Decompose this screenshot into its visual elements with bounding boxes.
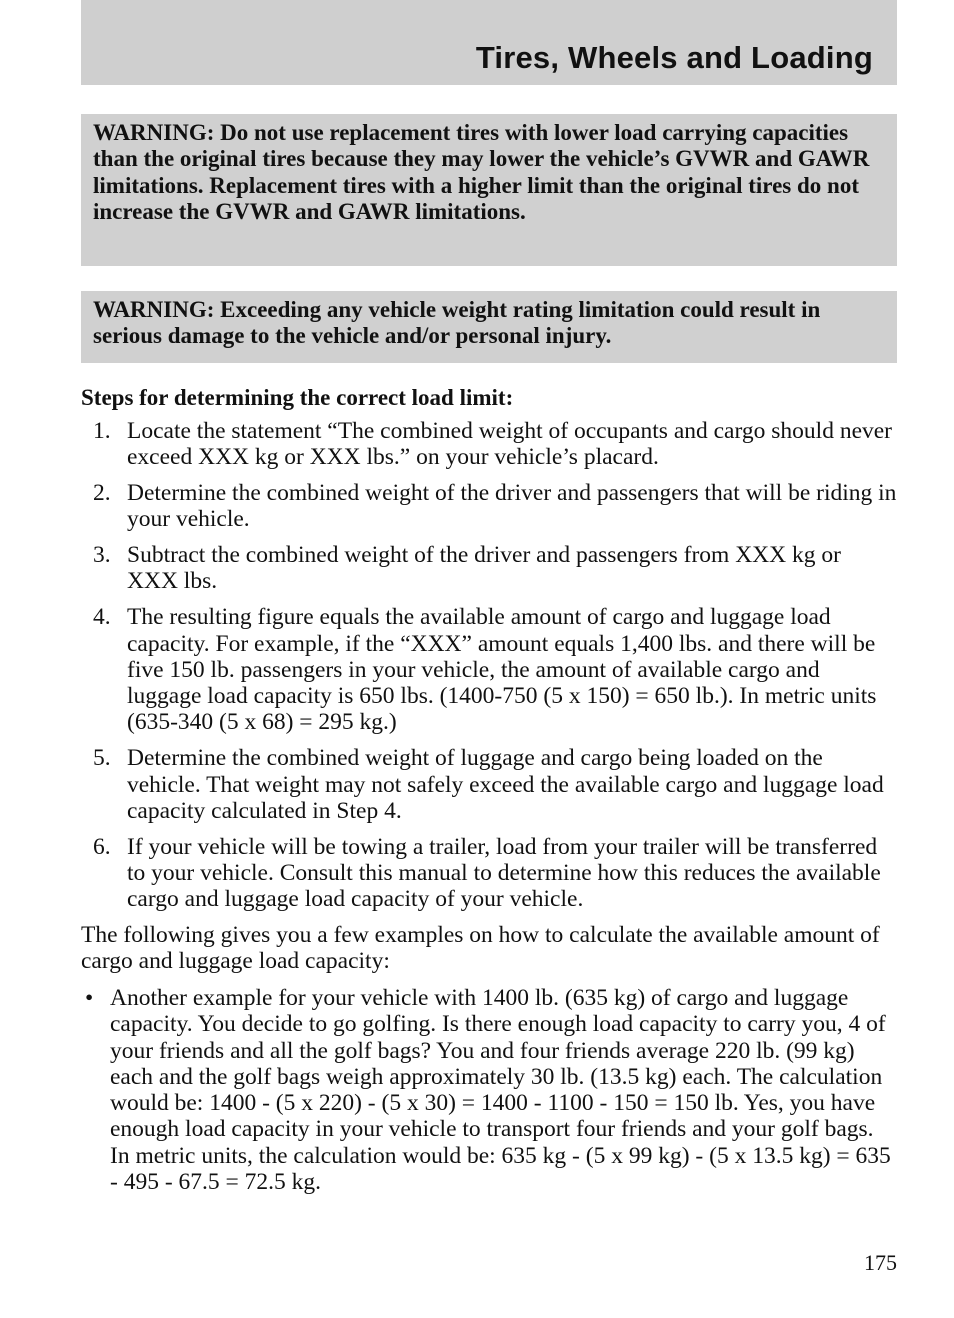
step-text: Subtract the combined weight of the driver and passengers from XXX kg or XXX lbs. <box>127 542 841 595</box>
steps-list <box>81 418 897 922</box>
step-text: The resulting figure equals the available amount of cargo and luggage load capacity. For example, if the “XXX” amount equals 1,400 lbs. and there will be five 150 lb. passengers in your vehicle, the amount of available cargo and luggage load capacity is 650 lbs. (1400-750 (5 x 150) = 650 lb.). In metric units (635-340 (5 x 68) = 295 kg.) <box>127 604 877 736</box>
section-header <box>81 0 897 85</box>
warning-box-weight-rating <box>81 291 897 363</box>
examples-intro-paragraph: The following gives you a few examples on how to calculate the available amount of cargo and luggage load capacity: <box>81 922 880 975</box>
bullet-text: Another example for your vehicle with 1400 lb. (635 kg) of cargo and luggage capacity. You decide to go golfing. Is there enough load capacity to carry you, 4 of your friends and all the golf bags? You and four friends average 220 lb. (99 kg) each and the golf bags weigh approximately 30 lb. (13.5 kg) each. The calculation would be: 1400 - (5 x 220) - (5 x 30) = 1400 - 1100 - 150 = 150 lb. Yes, you have enough load capacity in your vehicle to transport four friends and your golf bags. In metric units, the calculation would be: 635 kg - (5 x 99 kg) - (5 x 13.5 kg) = 635 - 495 - 67.5 = 72.5 kg. <box>110 985 891 1196</box>
step-item <box>81 542 897 595</box>
step-number: 6. <box>93 833 111 860</box>
step-item <box>81 418 897 471</box>
step-item <box>81 480 897 533</box>
step-item <box>81 604 897 735</box>
step-number: 4. <box>93 604 111 631</box>
step-number: 5. <box>93 745 111 772</box>
steps-heading: Steps for determining the correct load limit: <box>81 385 514 410</box>
step-item <box>81 834 897 913</box>
step-text: Determine the combined weight of luggage and cargo being loaded on the vehicle. That weight may not safely exceed the available cargo and luggage load capacity calculated in Step 4. <box>127 745 884 824</box>
page-number: 175 <box>864 1250 897 1275</box>
example-bullet-item <box>81 985 897 1195</box>
warning-text: WARNING: Exceeding any vehicle weight rating limitation could result in serious damage to the vehicle and/or personal injury. <box>93 297 821 349</box>
step-number: 1. <box>93 418 111 444</box>
step-text: If your vehicle will be towing a trailer, load from your trailer will be transferred to your vehicle. Consult this manual to determine how this reduces the available cargo and luggage load capacity of your vehicle. <box>127 833 881 913</box>
step-number: 3. <box>93 542 111 569</box>
step-text: Determine the combined weight of the driver and passengers that will be riding in your vehicle. <box>127 480 897 533</box>
bullet-icon: • <box>85 985 94 1011</box>
section-title: Tires, Wheels and Loading <box>475 40 873 75</box>
warning-text: WARNING: Do not use replacement tires with lower load carrying capacities than the original tires because they may lower the vehicle’s GVWR and GAWR limitations. Replacement tires with a higher limit than the original tires do not increase the GVWR and GAWR limitations. <box>93 120 870 225</box>
step-text: Locate the statement “The combined weight of occupants and cargo should never exceed XXX kg or XXX lbs.” on your vehicle’s placard. <box>127 418 893 471</box>
warning-box-replacement-tires <box>81 114 897 266</box>
step-number: 2. <box>93 480 111 507</box>
step-item <box>81 745 897 824</box>
